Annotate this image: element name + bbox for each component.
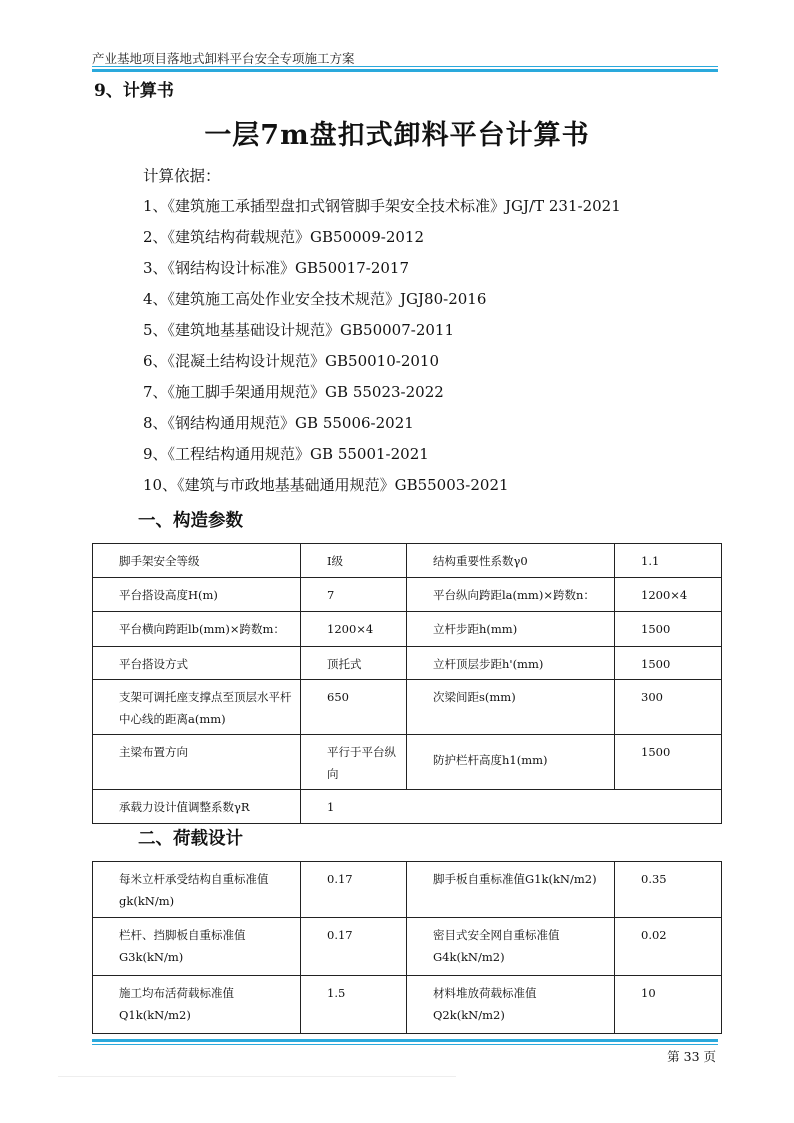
table-row: [93, 735, 722, 790]
divider: [58, 1076, 456, 1077]
cell-label: 平台搭设高度H(m): [93, 578, 301, 612]
cell-label: 平台纵向跨距la(mm)×跨数n：: [407, 578, 615, 612]
table-row: [93, 918, 722, 976]
cell-label: 材料堆放荷载标准值Q2k(kN/m2): [407, 976, 615, 1034]
cell-value: 1200×4: [615, 578, 722, 612]
reference-item: 5、《建筑地基基础设计规范》GB50007-2011: [143, 321, 455, 339]
table-row: [93, 612, 722, 647]
table-row: [93, 544, 722, 578]
cell-value: 1.1: [615, 544, 722, 578]
reference-item: 6、《混凝土结构设计规范》GB50010-2010: [143, 352, 440, 370]
reference-list: [143, 196, 621, 506]
cell-value: 10: [615, 976, 722, 1034]
cell-value: 顶托式: [301, 647, 407, 680]
header-rule-thin: [92, 66, 718, 67]
cell-value: 650: [301, 680, 407, 735]
reference-item: 9、《工程结构通用规范》GB 55001-2021: [143, 445, 429, 463]
cell-label: 支架可调托座支撑点至顶层水平杆中心线的距离a(mm): [93, 680, 301, 735]
table-row: [93, 790, 722, 824]
cell-label: 防护栏杆高度h1(mm): [407, 735, 615, 790]
cell-value: 0.17: [301, 862, 407, 918]
page-number: 第 33 页: [667, 1049, 716, 1064]
table-row: [93, 647, 722, 680]
loads-heading: 二、荷载设计: [138, 829, 243, 849]
cell-label: 脚手架安全等级: [93, 544, 301, 578]
table-row: [93, 976, 722, 1034]
section-heading: 9、计算书: [94, 81, 174, 101]
cell-value: 7: [301, 578, 407, 612]
table-row: [93, 862, 722, 918]
cell-label: 次梁间距s(mm): [407, 680, 615, 735]
reference-item: 2、《建筑结构荷载规范》GB50009-2012: [143, 228, 425, 246]
cell-label: 承载力设计值调整系数γR: [93, 790, 301, 824]
construction-heading: 一、构造参数: [138, 511, 243, 531]
reference-item: 3、《钢结构设计标准》GB50017-2017: [143, 259, 410, 277]
footer-rule-thin: [92, 1044, 718, 1045]
cell-label: 平台搭设方式: [93, 647, 301, 680]
cell-label: 结构重要性系数γ0: [407, 544, 615, 578]
cell-label: 主梁布置方向: [93, 735, 301, 790]
cell-label: 立杆步距h(mm): [407, 612, 615, 647]
reference-item: 7、《施工脚手架通用规范》GB 55023-2022: [143, 383, 444, 401]
cell-value: 0.02: [615, 918, 722, 976]
running-header: 产业基地项目落地式卸料平台安全专项施工方案: [92, 51, 355, 66]
cell-value: 1500: [615, 735, 722, 790]
reference-item: 10、《建筑与市政地基基础通用规范》GB55003-2021: [143, 476, 509, 494]
construction-table: [92, 543, 722, 824]
cell-label: 施工均布活荷载标准值Q1k(kN/m2): [93, 976, 301, 1034]
cell-value: 1: [301, 790, 722, 824]
reference-item: 8、《钢结构通用规范》GB 55006-2021: [143, 414, 414, 432]
cell-value: I级: [301, 544, 407, 578]
footer-rule-thick: [92, 1039, 718, 1042]
cell-value: 1.5: [301, 976, 407, 1034]
cell-value: 0.35: [615, 862, 722, 918]
table-row: [93, 680, 722, 735]
document-title: 一层7m盘扣式卸料平台计算书: [204, 120, 590, 151]
cell-value: 1200×4: [301, 612, 407, 647]
cell-label: 脚手板自重标准值G1k(kN/m2): [407, 862, 615, 918]
reference-item: 1、《建筑施工承插型盘扣式钢管脚手架安全技术标准》JGJ/T 231-2021: [143, 197, 621, 215]
cell-value: 1500: [615, 647, 722, 680]
loads-table: [92, 861, 722, 1034]
table-row: [93, 578, 722, 612]
cell-value: 300: [615, 680, 722, 735]
reference-item: 4、《建筑施工高处作业安全技术规范》JGJ80-2016: [143, 290, 487, 308]
basis-label: 计算依据：: [143, 167, 221, 185]
cell-value: 0.17: [301, 918, 407, 976]
cell-value: 1500: [615, 612, 722, 647]
cell-value: 平行于平台纵向: [301, 735, 407, 790]
cell-label: 平台横向跨距lb(mm)×跨数m：: [93, 612, 301, 647]
header-rule-thick: [92, 69, 718, 72]
cell-label: 栏杆、挡脚板自重标准值G3k(kN/m): [93, 918, 301, 976]
cell-label: 密目式安全网自重标准值G4k(kN/m2): [407, 918, 615, 976]
cell-label: 立杆顶层步距h'(mm): [407, 647, 615, 680]
cell-label: 每米立杆承受结构自重标准值gk(kN/m): [93, 862, 301, 918]
